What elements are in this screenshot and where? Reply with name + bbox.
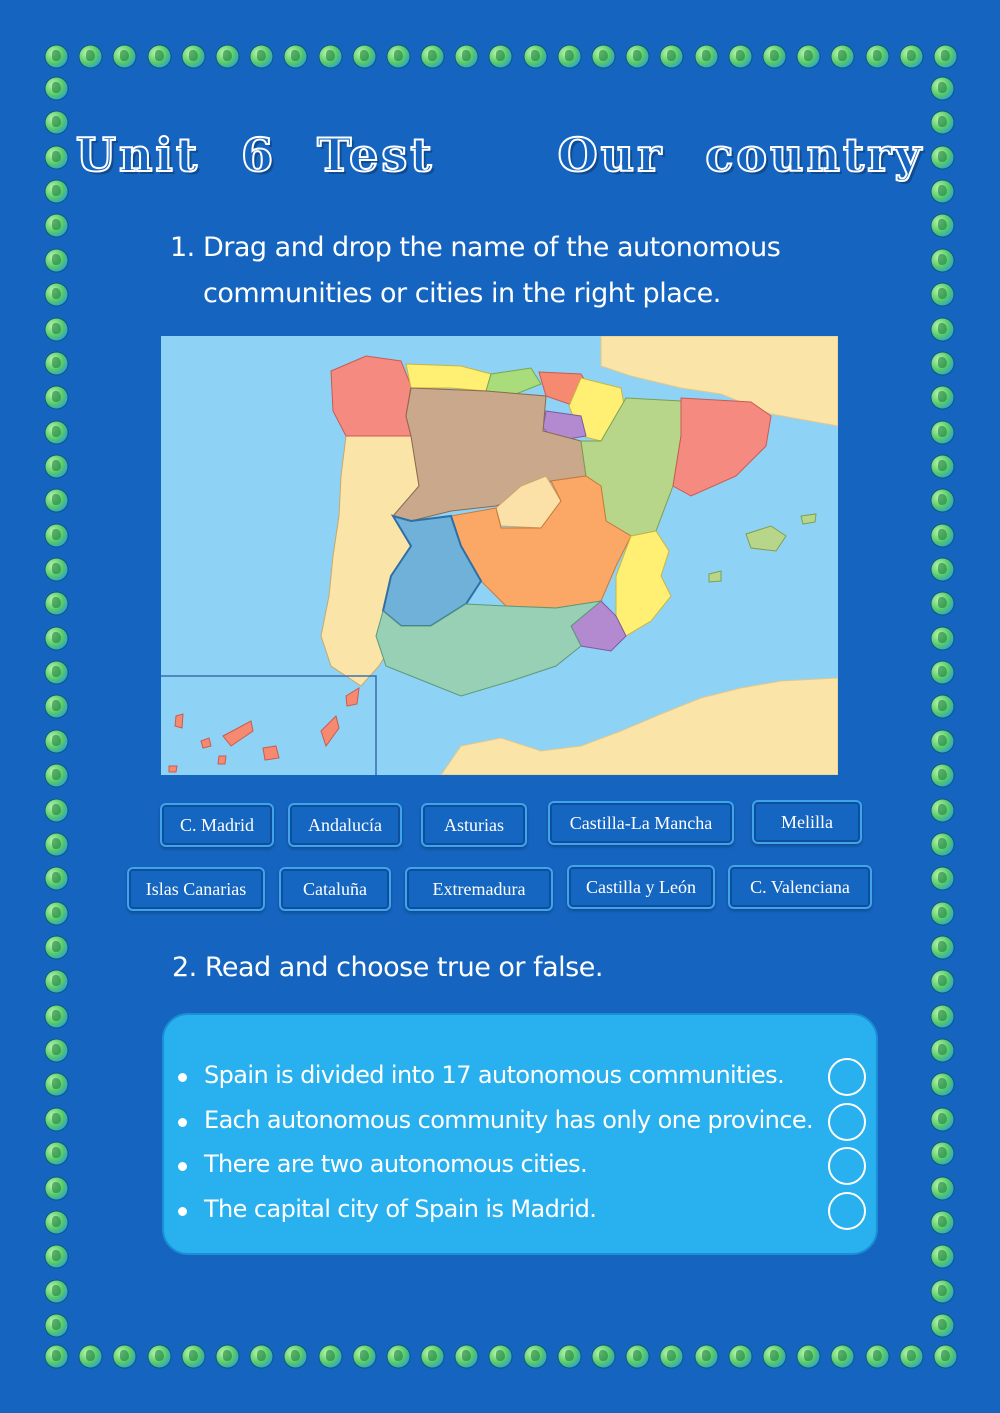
statement-row — [164, 1191, 876, 1231]
globe-icon — [488, 1344, 513, 1369]
globe-icon — [899, 1344, 924, 1369]
globe-icon — [930, 1004, 955, 1029]
globe-icon — [557, 1344, 582, 1369]
globe-icon — [930, 1141, 955, 1166]
globe-icon — [44, 420, 69, 445]
globe-icon — [249, 44, 274, 69]
globe-icon — [386, 1344, 411, 1369]
border-bottom — [44, 1344, 958, 1369]
globe-icon — [147, 1344, 172, 1369]
globe-icon — [591, 1344, 616, 1369]
chip-andalucia[interactable]: Andalucía — [288, 803, 402, 847]
globe-icon — [215, 44, 240, 69]
globe-icon — [44, 1004, 69, 1029]
globe-icon — [930, 798, 955, 823]
globe-icon — [44, 763, 69, 788]
globe-icon — [933, 44, 958, 69]
border-right — [930, 76, 956, 1338]
globe-icon — [930, 351, 955, 376]
globe-icon — [930, 523, 955, 548]
globe-icon — [488, 44, 513, 69]
globe-icon — [523, 44, 548, 69]
globe-icon — [728, 1344, 753, 1369]
globe-icon — [318, 44, 343, 69]
statement-row — [164, 1057, 876, 1097]
globe-icon — [44, 832, 69, 857]
globe-icon — [44, 866, 69, 891]
globe-icon — [930, 591, 955, 616]
globe-icon — [352, 1344, 377, 1369]
bullet — [178, 1207, 187, 1216]
globe-icon — [44, 385, 69, 410]
globe-icon — [44, 1279, 69, 1304]
globe-icon — [930, 1244, 955, 1269]
globe-icon — [659, 44, 684, 69]
globe-icon — [44, 1313, 69, 1338]
globe-icon — [44, 248, 69, 273]
chip-islas-canarias[interactable]: Islas Canarias — [127, 867, 265, 911]
statement-text: There are two autonomous cities. — [204, 1150, 588, 1178]
globe-icon — [44, 901, 69, 926]
statement-text: Spain is divided into 17 autonomous communities. — [204, 1061, 785, 1089]
globe-icon — [44, 317, 69, 342]
chip-melilla[interactable]: Melilla — [752, 800, 862, 844]
globe-icon — [930, 282, 955, 307]
globe-icon — [930, 1072, 955, 1097]
globe-icon — [283, 44, 308, 69]
globe-icon — [930, 317, 955, 342]
true-false-panel — [162, 1013, 878, 1255]
globe-icon — [930, 660, 955, 685]
globe-icon — [44, 591, 69, 616]
globe-icon — [44, 660, 69, 685]
globe-icon — [930, 1038, 955, 1063]
globe-icon — [930, 866, 955, 891]
page-title: Unit 6 Test Our country — [75, 128, 925, 182]
globe-icon — [930, 179, 955, 204]
globe-icon — [44, 1210, 69, 1235]
bullet — [178, 1118, 187, 1127]
globe-icon — [112, 1344, 137, 1369]
globe-icon — [44, 44, 69, 69]
globe-icon — [930, 1279, 955, 1304]
globe-icon — [930, 213, 955, 238]
globe-icon — [454, 1344, 479, 1369]
answer-circle-4[interactable] — [828, 1192, 866, 1230]
answer-circle-1[interactable] — [828, 1058, 866, 1096]
statement-text: Each autonomous community has only one province. — [204, 1106, 814, 1134]
globe-icon — [591, 44, 616, 69]
globe-icon — [930, 488, 955, 513]
globe-icon — [625, 1344, 650, 1369]
statement-row — [164, 1102, 876, 1142]
globe-icon — [930, 385, 955, 410]
globe-icon — [930, 1210, 955, 1235]
globe-icon — [454, 44, 479, 69]
globe-icon — [44, 179, 69, 204]
globe-icon — [930, 729, 955, 754]
globe-icon — [796, 44, 821, 69]
globe-icon — [930, 420, 955, 445]
chip-castilla-la-mancha[interactable]: Castilla-La Mancha — [548, 801, 734, 845]
globe-icon — [44, 351, 69, 376]
globe-icon — [420, 1344, 445, 1369]
globe-icon — [930, 76, 955, 101]
globe-icon — [865, 44, 890, 69]
chip-asturias[interactable]: Asturias — [421, 803, 527, 847]
globe-icon — [318, 1344, 343, 1369]
answer-circle-3[interactable] — [828, 1147, 866, 1185]
globe-icon — [694, 44, 719, 69]
globe-icon — [386, 44, 411, 69]
globe-icon — [44, 282, 69, 307]
globe-icon — [930, 832, 955, 857]
globe-icon — [728, 44, 753, 69]
bullet — [178, 1162, 187, 1171]
chip-c-valenciana[interactable]: C. Valenciana — [728, 865, 872, 909]
globe-icon — [659, 1344, 684, 1369]
globe-icon — [930, 626, 955, 651]
globe-icon — [523, 1344, 548, 1369]
globe-icon — [249, 1344, 274, 1369]
globe-icon — [44, 626, 69, 651]
globe-icon — [830, 44, 855, 69]
spain-map — [161, 336, 838, 775]
chip-c-madrid[interactable]: C. Madrid — [160, 803, 274, 847]
globe-icon — [44, 935, 69, 960]
globe-icon — [933, 1344, 958, 1369]
globe-icon — [762, 44, 787, 69]
spain-map-image — [161, 336, 838, 775]
globe-icon — [420, 44, 445, 69]
globe-icon — [44, 729, 69, 754]
globe-icon — [44, 798, 69, 823]
globe-icon — [44, 557, 69, 582]
chip-extremadura[interactable]: Extremadura — [405, 867, 553, 911]
globe-icon — [44, 1141, 69, 1166]
globe-icon — [44, 1107, 69, 1132]
globe-icon — [112, 44, 137, 69]
border-left — [44, 76, 70, 1338]
globe-icon — [899, 44, 924, 69]
globe-icon — [44, 213, 69, 238]
globe-icon — [865, 1344, 890, 1369]
question-2-instruction: 2. Read and choose true or false. — [172, 952, 603, 983]
globe-icon — [78, 44, 103, 69]
chip-castilla-y-leon[interactable]: Castilla y León — [567, 865, 715, 909]
globe-icon — [930, 1107, 955, 1132]
globe-icon — [215, 1344, 240, 1369]
globe-icon — [352, 44, 377, 69]
globe-icon — [44, 1244, 69, 1269]
globe-icon — [181, 44, 206, 69]
question-1-instruction-line-2: communities or cities in the right place. — [203, 278, 721, 309]
globe-icon — [283, 1344, 308, 1369]
globe-icon — [44, 694, 69, 719]
globe-icon — [930, 454, 955, 479]
globe-icon — [830, 1344, 855, 1369]
globe-icon — [147, 44, 172, 69]
statement-text: The capital city of Spain is Madrid. — [204, 1195, 597, 1223]
globe-icon — [44, 488, 69, 513]
globe-icon — [930, 969, 955, 994]
globe-icon — [930, 557, 955, 582]
answer-circle-2[interactable] — [828, 1103, 866, 1141]
globe-icon — [557, 44, 582, 69]
globe-icon — [625, 44, 650, 69]
globe-icon — [930, 694, 955, 719]
globe-icon — [78, 1344, 103, 1369]
bullet — [178, 1073, 187, 1082]
globe-icon — [930, 248, 955, 273]
question-1-instruction-line-1: Drag and drop the name of the autonomous — [203, 232, 781, 263]
globe-icon — [796, 1344, 821, 1369]
globe-icon — [44, 1038, 69, 1063]
border-top — [44, 44, 958, 69]
chip-cataluna[interactable]: Cataluña — [279, 867, 391, 911]
globe-icon — [930, 1176, 955, 1201]
globe-icon — [694, 1344, 719, 1369]
globe-icon — [44, 1072, 69, 1097]
globe-icon — [930, 901, 955, 926]
globe-icon — [762, 1344, 787, 1369]
globe-icon — [44, 969, 69, 994]
statement-row — [164, 1146, 876, 1186]
globe-icon — [44, 76, 69, 101]
globe-icon — [930, 763, 955, 788]
globe-icon — [44, 523, 69, 548]
globe-icon — [44, 454, 69, 479]
globe-icon — [44, 1344, 69, 1369]
globe-icon — [930, 935, 955, 960]
question-number: 1. — [170, 232, 195, 263]
globe-icon — [930, 1313, 955, 1338]
globe-icon — [44, 1176, 69, 1201]
globe-icon — [181, 1344, 206, 1369]
